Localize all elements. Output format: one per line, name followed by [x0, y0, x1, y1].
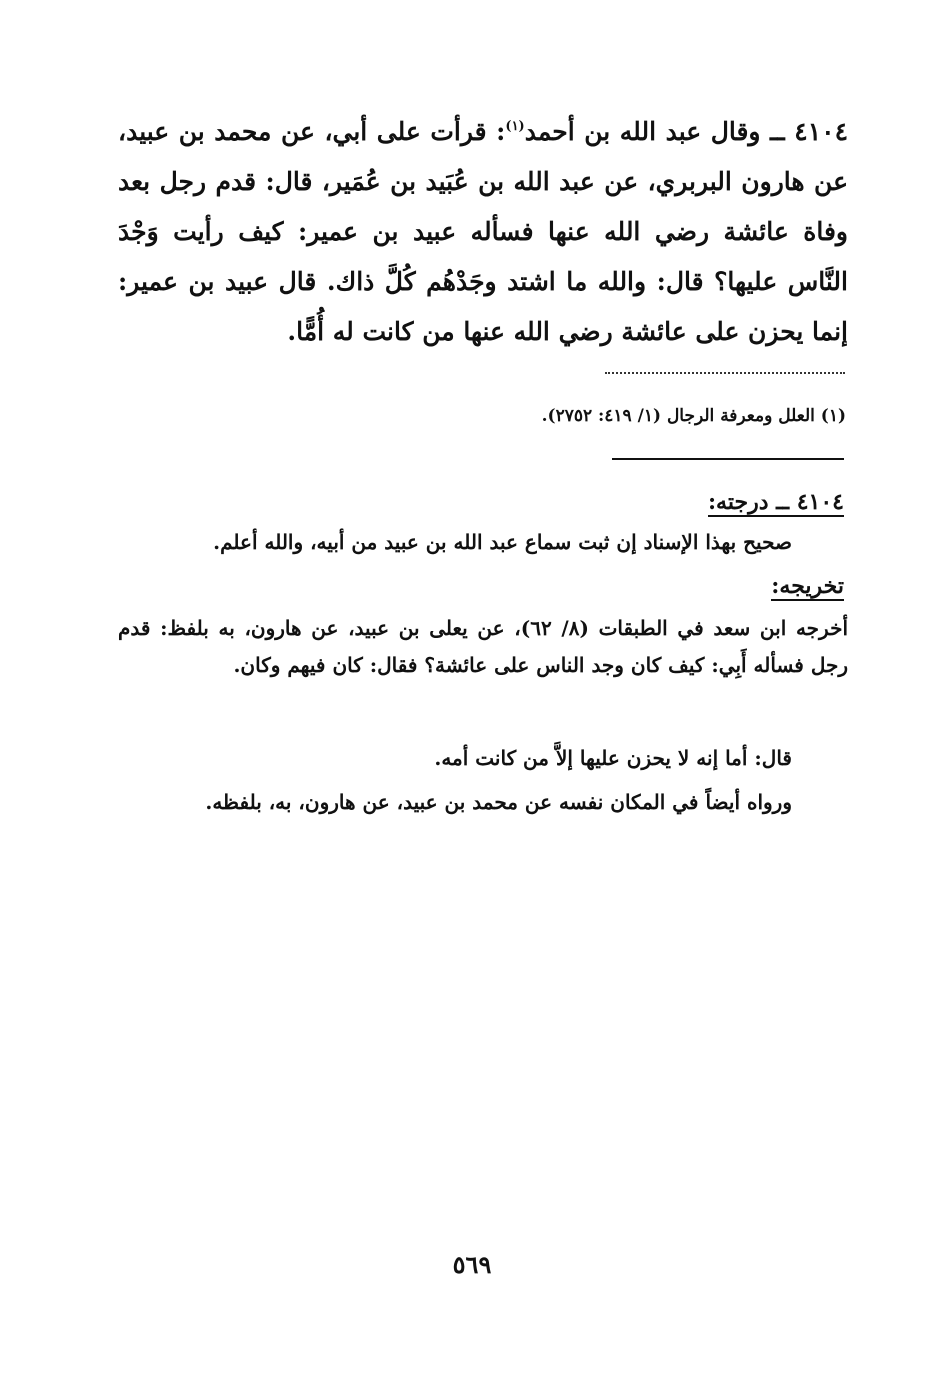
footnote-separator	[605, 372, 845, 374]
footnote	[490, 400, 846, 432]
footnote-ref: (١)	[505, 119, 525, 134]
page-number: ٥٦٩	[452, 1250, 492, 1279]
takhrij-heading-text: تخريجه:	[771, 573, 844, 599]
section-divider	[612, 458, 844, 460]
footnote-text: (١) العلل ومعرفة الرجال (١/ ٤١٩: ٢٧٥٢).	[541, 406, 846, 426]
qal-text: قال: أما إنه لا يحزن عليها إلاَّ من كانت أمه.	[434, 746, 792, 770]
takhrij-heading	[444, 566, 844, 606]
qal-paragraph	[380, 740, 792, 777]
takhrij-paragraph	[118, 610, 848, 684]
narration-body: : قرأت على أبي، عن محمد بن عبيد، عن هارون البربري، عن عبد الله بن عُبَيد بن عُمَير، قال: قدم رجل بعد وفاة عائشة رضي الله عنها فسأله عبيد بن عمير: كيف رأيت وَجْدَ النَّاس عليها؟ قال: والله ما اشتد وجَدْهُم كُلَّ ذاك. قال عبيد بن عمير: إنما يحزن على عائشة رضي الله عنها من كانت له أُمًّا.	[118, 117, 848, 346]
takhrij-text: أخرجه ابن سعد في الطبقات (٨/ ٦٢)، عن يعلى بن عبيد، عن هارون، به بلفظ: قدم رجل فسأله أَبِي: كيف كان وجد الناس على عائشة؟ فقال: كان فيهم وكان.	[118, 616, 848, 677]
rawa-paragraph	[160, 784, 792, 821]
main-narration	[118, 102, 848, 357]
grade-text: صحيح بهذا الإسناد إن ثبت سماع عبد الله بن عبيد من أبيه، والله أعلم.	[213, 530, 792, 554]
grade-heading-text: ٤١٠٤ ــ درجته:	[707, 489, 844, 515]
rawa-text: ورواه أيضاً في المكان نفسه عن محمد بن عبيد، عن هارون، به، بلفظه.	[205, 790, 792, 814]
narration-intro: ــ وقال عبد الله بن أحمد	[524, 117, 785, 146]
hadith-number: ٤١٠٤	[794, 117, 848, 146]
grade-heading	[444, 482, 844, 522]
grade-paragraph	[190, 524, 792, 561]
